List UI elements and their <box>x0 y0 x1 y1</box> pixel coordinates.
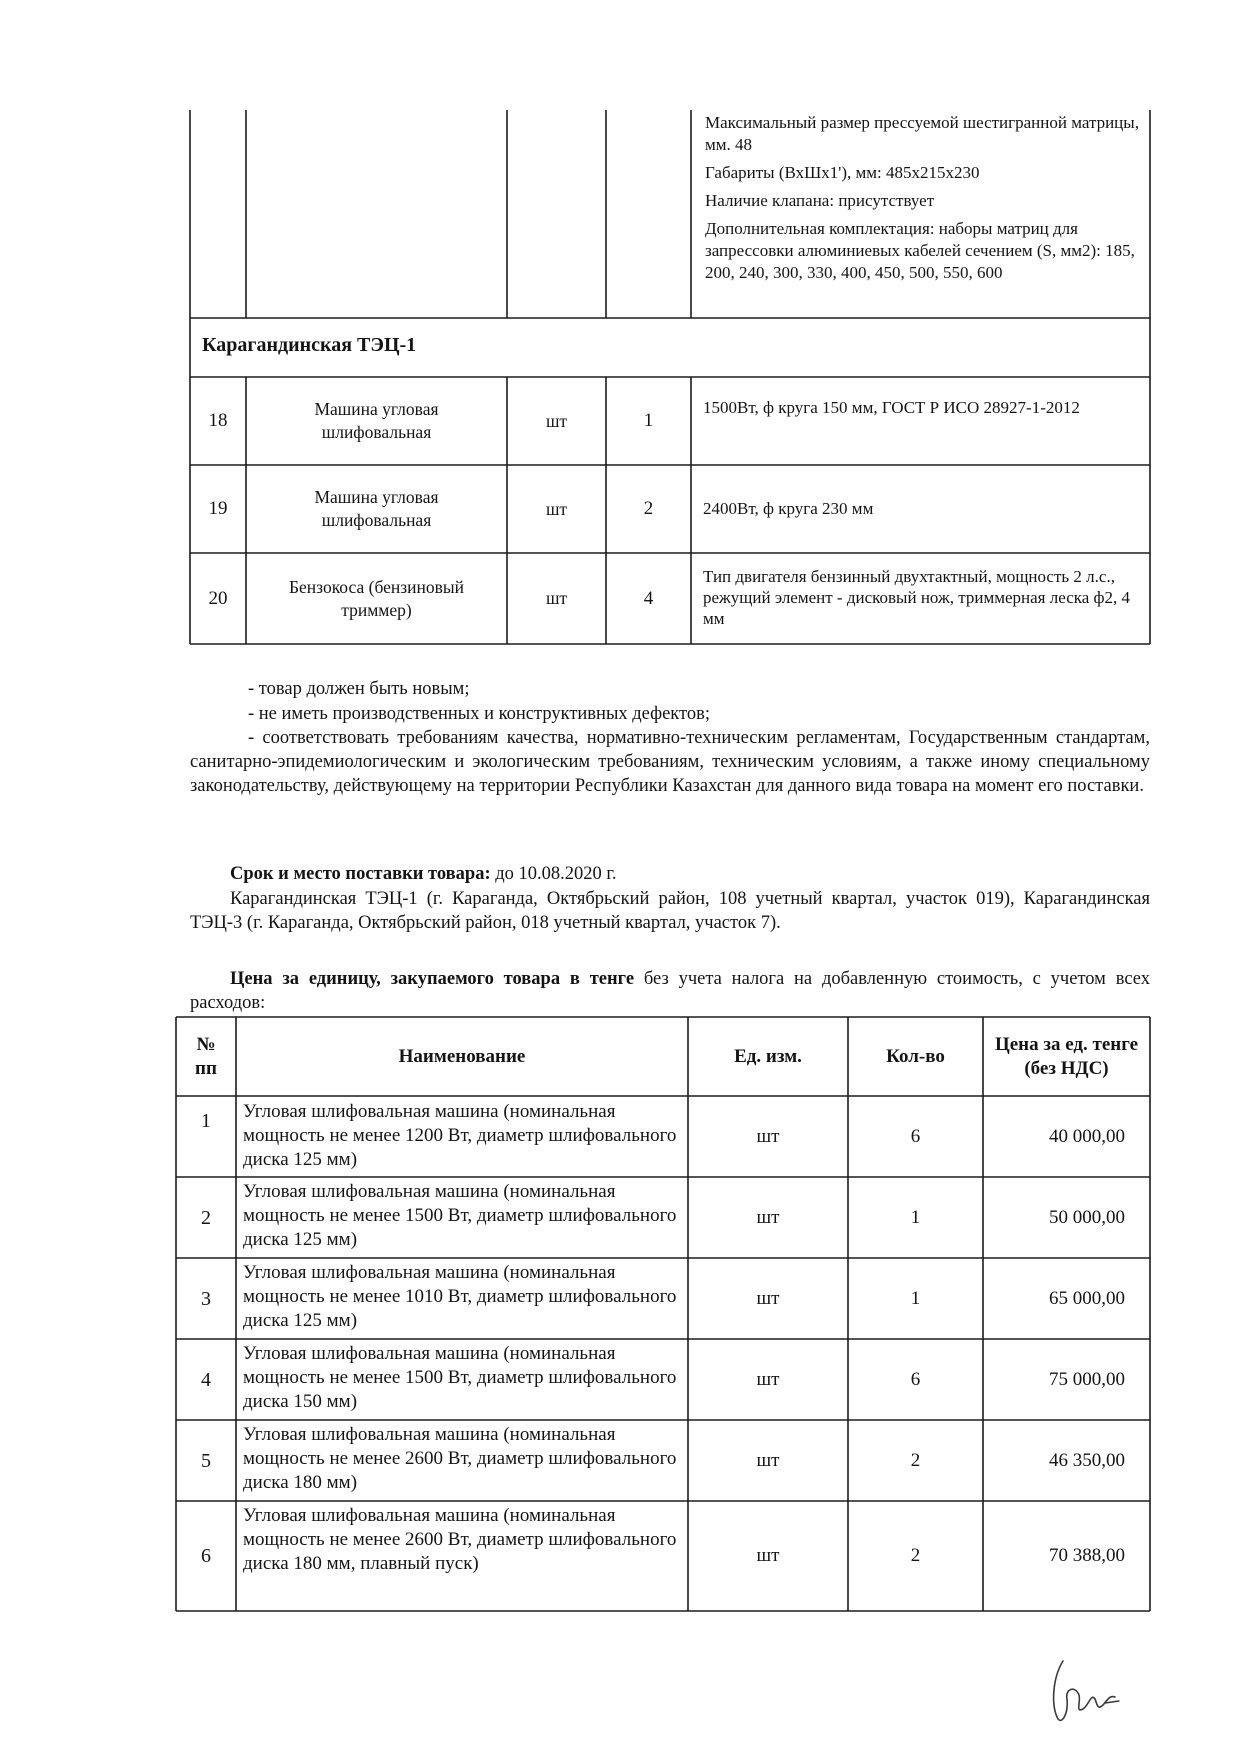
t2-row2-unit: шт <box>756 1206 780 1228</box>
t1-row18-qty: 1 <box>643 410 654 431</box>
t2-row2-qty: 1 <box>910 1206 921 1228</box>
t1-row18-unit: шт <box>545 410 568 431</box>
price-intro-bold: Цена за единицу, закупаемого товара в тенге <box>230 969 635 989</box>
t2-row5-unit: шт <box>756 1449 780 1471</box>
t2-row6-qty: 2 <box>910 1545 921 1566</box>
t1-row19-desc: 2400Вт, ф круга 230 мм <box>703 499 874 518</box>
t2-row5-price: 46 350,00 <box>1049 1449 1125 1471</box>
t2-row1-price: 40 000,00 <box>1049 1125 1125 1147</box>
t2-row2-name: Угловая шлифовальная машина (номинальная мощность не менее 1500 Вт, диаметр шлифовального диска 125 мм) <box>243 1181 677 1250</box>
t2-row6-unit: шт <box>756 1545 780 1566</box>
requirement-2: - не иметь производственных и конструктивных дефектов; <box>248 704 711 724</box>
t1-row18-name: Машина угловая шлифовальная <box>314 399 439 442</box>
t1-row20-name: Бензокоса (бензиновый триммер) <box>288 576 465 620</box>
t1-row20-qty: 4 <box>643 587 654 609</box>
t2-header-price: Цена за ед. тенге (без НДС) <box>994 1033 1139 1079</box>
t2-row5-name: Угловая шлифовальная машина (номинальная мощность не менее 2600 Вт, диаметр шлифовального диска 180 мм) <box>243 1424 677 1493</box>
delivery-places: Карагандинская ТЭЦ-1 (г. Караганда, Октябрьский район, 108 учетный квартал, участок 019), Карагандинская ТЭЦ-3 (г. Караганда, Октябрьский район, 018 учетный квартал, участок 7). <box>190 889 1150 933</box>
requirement-3: - соответствовать требованиям качества, нормативно-техническим регламентам, Государственным стандартам, санитарно-эпидемиологическим и экологическим требованиям, техническим условиям, а также иному специальному законодательству, действующему на территории Республики Казахстан для данного вида товара на момент его поставки. <box>190 728 1150 796</box>
desc-line-3: Наличие клапана: присутствует <box>705 191 935 210</box>
t2-row2-price: 50 000,00 <box>1049 1206 1125 1228</box>
t1-row20-unit: шт <box>545 588 568 608</box>
delivery-date: до 10.08.2020 г. <box>495 864 617 884</box>
section-title: Карагандинская ТЭЦ-1 <box>202 334 417 356</box>
t2-row4-unit: шт <box>756 1368 780 1390</box>
t1-row20-desc: Тип двигателя бензинный двухтактный, мощность 2 л.с., режущий элемент - дисковый нож, триммерная леска ф2, 4 мм <box>703 567 1131 628</box>
t2-row3-price: 65 000,00 <box>1049 1287 1125 1309</box>
t2-row6-price: 70 388,00 <box>1049 1545 1125 1566</box>
t2-row6-num: 6 <box>201 1545 211 1567</box>
t2-row5-num: 5 <box>201 1449 211 1472</box>
requirement-1: - товар должен быть новым; <box>248 679 470 699</box>
t2-row1-name: Угловая шлифовальная машина (номинальная мощность не менее 1200 Вт, диаметр шлифовального диска 125 мм) <box>243 1101 677 1170</box>
delivery-label: Срок и место поставки товара: <box>230 864 491 884</box>
t1-row20-num: 20 <box>208 587 228 609</box>
desc-line-4: Дополнительная комплектация: наборы матриц для запрессовки алюминиевых кабелей сечением (S, мм2): 185, 200, 240, 300, 330, 400, 450, 500, 550, 600 <box>705 219 1135 282</box>
t2-row3-num: 3 <box>201 1287 211 1310</box>
t2-row3-qty: 1 <box>910 1287 921 1309</box>
t1-row19-unit: шт <box>545 498 568 519</box>
desc-line-1: Максимальный размер прессуемой шестигранной матрицы, мм. 48 <box>705 113 1139 154</box>
t1-row19-qty: 2 <box>643 498 654 519</box>
t2-row4-num: 4 <box>201 1368 211 1391</box>
t2-row1-qty: 6 <box>910 1125 921 1147</box>
t2-header-unit: Ед. изм. <box>734 1045 802 1067</box>
t2-row3-name: Угловая шлифовальная машина (номинальная мощность не менее 1010 Вт, диаметр шлифовального диска 125 мм) <box>243 1262 677 1331</box>
t2-row4-price: 75 000,00 <box>1049 1368 1125 1390</box>
t2-row1-num: 1 <box>201 1110 211 1132</box>
price-intro-rest: без учета налога на добавленную стоимость, с учетом всех расходов: <box>190 969 1150 1013</box>
t2-header-qty: Кол-во <box>886 1045 945 1067</box>
t2-header-num: № пп <box>195 1033 217 1079</box>
t1-row19-num: 19 <box>208 498 228 519</box>
desc-line-2: Габариты (ВхШх1'), мм: 485х215х230 <box>705 163 980 182</box>
signature <box>1045 1655 1125 1735</box>
t2-row4-qty: 6 <box>910 1368 921 1390</box>
t1-row18-desc: 1500Вт, ф круга 150 мм, ГОСТ Р ИСО 28927-1-2012 <box>703 398 1080 417</box>
t2-row1-unit: шт <box>756 1125 780 1147</box>
t2-header-name: Наименование <box>398 1045 526 1067</box>
t1-row18-num: 18 <box>208 410 228 431</box>
t2-row6-name: Угловая шлифовальная машина (номинальная мощность не менее 2600 Вт, диаметр шлифовального диска 180 мм, плавный пуск) <box>243 1505 677 1574</box>
t2-row3-unit: шт <box>756 1287 780 1309</box>
t2-row2-num: 2 <box>201 1206 211 1229</box>
t1-row19-name: Машина угловая шлифовальная <box>314 487 439 530</box>
t2-row5-qty: 2 <box>910 1449 921 1471</box>
t2-row4-name: Угловая шлифовальная машина (номинальная мощность не менее 1500 Вт, диаметр шлифовального диска 150 мм) <box>243 1343 677 1412</box>
